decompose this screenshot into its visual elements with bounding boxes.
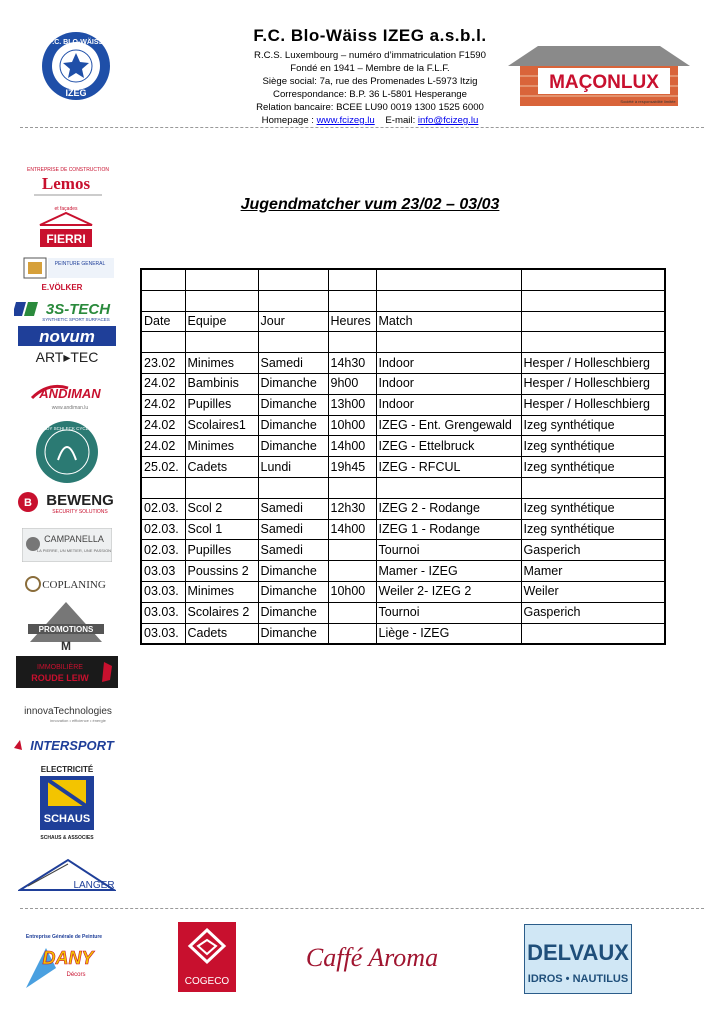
page-title: Jugendmatcher vum 23/02 – 03/03 bbox=[240, 196, 500, 213]
table-cell: Heures bbox=[328, 311, 376, 332]
table-cell: IZEG - Ettelbruck bbox=[376, 436, 521, 457]
langer-logo bbox=[18, 856, 116, 896]
table-cell: Izeg synthétique bbox=[521, 457, 665, 478]
header-line-3: Siège social: 7a, rue des Promenades L-5973 Itzig bbox=[262, 76, 478, 87]
coplaning-name: COPLANING bbox=[42, 579, 106, 591]
footer-divider bbox=[20, 908, 704, 909]
arttec-name: ART▸TEC bbox=[35, 349, 99, 365]
table-cell bbox=[328, 332, 376, 353]
table-cell: 10h00 bbox=[328, 415, 376, 436]
table-cell bbox=[328, 540, 376, 561]
cogeco-logo bbox=[178, 922, 236, 992]
table-cell: Minimes bbox=[185, 353, 258, 374]
table-cell: Liège - IZEG bbox=[376, 623, 521, 644]
table-cell bbox=[328, 623, 376, 644]
table-cell: Gasperich bbox=[521, 602, 665, 623]
schaus-top: ELECTRICITÉ bbox=[40, 765, 94, 774]
table-cell bbox=[258, 290, 328, 311]
table-cell: Dimanche bbox=[258, 394, 328, 415]
beweng-logo bbox=[16, 490, 122, 516]
intersport-logo bbox=[12, 736, 120, 754]
delvaux-name: DELVAUX bbox=[527, 940, 629, 965]
table-cell: Poussins 2 bbox=[185, 561, 258, 582]
roude-leiw-logo bbox=[16, 656, 118, 688]
table-cell bbox=[258, 269, 328, 290]
maconlux-tagline: Société à responsabilité limitée bbox=[620, 99, 676, 104]
innovatech-sub: innovation • efficience • énergie bbox=[50, 718, 106, 723]
table-cell: Izeg synthétique bbox=[521, 436, 665, 457]
3stech-logo bbox=[14, 298, 122, 322]
andiman-sub: www.andiman.lu bbox=[51, 405, 89, 411]
table-cell: Dimanche bbox=[258, 436, 328, 457]
table-cell: 03.03 bbox=[141, 561, 185, 582]
table-cell: 03.03. bbox=[141, 581, 185, 602]
table-row bbox=[141, 623, 665, 644]
dany-top: Entreprise Générale de Peinture bbox=[25, 934, 103, 940]
table-cell bbox=[141, 477, 185, 498]
table-row bbox=[141, 519, 665, 540]
table-row bbox=[141, 477, 665, 498]
table-cell: 24.02 bbox=[141, 436, 185, 457]
table-cell: Jour bbox=[258, 311, 328, 332]
table-cell bbox=[521, 290, 665, 311]
table-cell: IZEG 2 - Rodange bbox=[376, 498, 521, 519]
table-cell: 24.02 bbox=[141, 415, 185, 436]
table-cell: Scol 2 bbox=[185, 498, 258, 519]
delvaux-logo bbox=[524, 924, 632, 994]
table-row bbox=[141, 394, 665, 415]
table-cell: Izeg synthétique bbox=[521, 498, 665, 519]
table-row bbox=[141, 332, 665, 353]
header-line-5: Relation bancaire: BCEE LU90 0019 1300 1525 6000 bbox=[256, 102, 484, 113]
campanella-name: CAMPANELLA bbox=[44, 534, 104, 544]
maconlux-name: MAÇONLUX bbox=[549, 72, 659, 93]
table-cell bbox=[328, 477, 376, 498]
table-cell: Weiler bbox=[521, 581, 665, 602]
fierri-logo bbox=[36, 203, 96, 251]
table-cell bbox=[185, 332, 258, 353]
table-cell: Indoor bbox=[376, 373, 521, 394]
table-cell: Gasperich bbox=[521, 540, 665, 561]
promotions-logo bbox=[28, 600, 104, 652]
coplaning-logo bbox=[24, 574, 110, 594]
table-cell: Pupilles bbox=[185, 394, 258, 415]
table-cell: 19h45 bbox=[328, 457, 376, 478]
table-row bbox=[141, 415, 665, 436]
table-cell: Cadets bbox=[185, 457, 258, 478]
svg-text:B: B bbox=[24, 497, 32, 509]
table-cell: Dimanche bbox=[258, 581, 328, 602]
table-cell: Equipe bbox=[185, 311, 258, 332]
table-cell: 14h30 bbox=[328, 353, 376, 374]
table-cell: 14h00 bbox=[328, 519, 376, 540]
delvaux-sub: IDROS • NAUTILUS bbox=[527, 973, 629, 985]
novum-arttec-logo bbox=[18, 326, 116, 366]
table-cell: Pupilles bbox=[185, 540, 258, 561]
table-cell: 25.02. bbox=[141, 457, 185, 478]
dany-logo bbox=[16, 928, 112, 992]
innovatechnologies-logo bbox=[16, 702, 120, 726]
volker-name: E.VÖLKER bbox=[41, 283, 83, 292]
table-cell: 10h00 bbox=[328, 581, 376, 602]
table-cell: Minimes bbox=[185, 436, 258, 457]
3stech-sub: SYNTHETIC SPORT SURFACES bbox=[42, 317, 110, 322]
table-cell: 02.03. bbox=[141, 519, 185, 540]
table-cell: Mamer - IZEG bbox=[376, 561, 521, 582]
homepage-link[interactable]: www.fcizeg.lu bbox=[316, 115, 375, 126]
table-row bbox=[141, 290, 665, 311]
table-cell bbox=[258, 477, 328, 498]
table-cell bbox=[376, 269, 521, 290]
table-cell: Scol 1 bbox=[185, 519, 258, 540]
table-row bbox=[141, 436, 665, 457]
lemos-name: Lemos bbox=[41, 174, 91, 193]
table-cell bbox=[521, 269, 665, 290]
table-cell bbox=[328, 269, 376, 290]
table-cell: Indoor bbox=[376, 394, 521, 415]
table-cell: IZEG - Ent. Grengewald bbox=[376, 415, 521, 436]
club-logo bbox=[40, 20, 112, 112]
fixtures-table bbox=[140, 268, 666, 645]
table-cell bbox=[141, 290, 185, 311]
maconlux-logo bbox=[508, 44, 690, 110]
table-cell bbox=[328, 602, 376, 623]
beweng-name: BEWENG bbox=[46, 492, 114, 509]
schaus-logo bbox=[34, 762, 100, 842]
volker-top: PEINTURE GENERAL bbox=[54, 261, 106, 267]
fierri-name: FIERRI bbox=[46, 232, 86, 246]
header-divider bbox=[20, 127, 704, 128]
table-row bbox=[141, 269, 665, 290]
dany-name: DANY bbox=[42, 948, 94, 968]
table-cell bbox=[376, 290, 521, 311]
table-cell: Hesper / Holleschbierg bbox=[521, 373, 665, 394]
header-line-4: Correspondance: B.P. 36 L-5801 Hesperange bbox=[273, 89, 467, 100]
beweng-sub: SECURITY SOLUTIONS bbox=[52, 509, 108, 515]
table-row bbox=[141, 457, 665, 478]
table-cell: Indoor bbox=[376, 353, 521, 374]
table-cell: Samedi bbox=[258, 540, 328, 561]
schaus-name: SCHAUS bbox=[43, 813, 91, 825]
table-cell: Weiler 2- IZEG 2 bbox=[376, 581, 521, 602]
table-cell bbox=[521, 332, 665, 353]
andiman-logo bbox=[28, 378, 108, 412]
intersport-name: INTERSPORT bbox=[30, 738, 114, 753]
club-name: F.C. Blo-Wäiss IZEG a.s.b.l. bbox=[253, 26, 487, 45]
table-cell: 12h30 bbox=[328, 498, 376, 519]
header-line-1: R.C.S. Luxembourg – numéro d’immatriculation F1590 bbox=[254, 50, 486, 61]
table-cell: Hesper / Holleschbierg bbox=[521, 353, 665, 374]
table-cell: Scolaires 2 bbox=[185, 602, 258, 623]
table-cell: Cadets bbox=[185, 623, 258, 644]
table-cell: Samedi bbox=[258, 519, 328, 540]
table-cell: 24.02 bbox=[141, 394, 185, 415]
caffe-name: Caffé Aroma bbox=[305, 943, 439, 972]
table-cell: Bambinis bbox=[185, 373, 258, 394]
table-cell bbox=[258, 332, 328, 353]
table-row bbox=[141, 498, 665, 519]
table-cell: Izeg synthétique bbox=[521, 519, 665, 540]
table-cell: 23.02 bbox=[141, 353, 185, 374]
roudeleiw-line1: IMMOBILIÈRE bbox=[37, 664, 83, 671]
andy-schleck-cycles-logo bbox=[34, 420, 100, 484]
3stech-name: 3S-TECH bbox=[45, 301, 111, 318]
table-row bbox=[141, 353, 665, 374]
table-cell: Dimanche bbox=[258, 602, 328, 623]
dany-sub: Décors bbox=[66, 972, 86, 978]
table-row bbox=[141, 602, 665, 623]
table-cell bbox=[376, 477, 521, 498]
roudeleiw-line2: ROUDE LEIW bbox=[31, 673, 89, 683]
volker-logo bbox=[22, 256, 116, 294]
table-cell: Izeg synthétique bbox=[521, 415, 665, 436]
table-cell bbox=[185, 269, 258, 290]
table-cell: Dimanche bbox=[258, 415, 328, 436]
table-row bbox=[141, 581, 665, 602]
table-cell: Minimes bbox=[185, 581, 258, 602]
table-cell: 02.03. bbox=[141, 540, 185, 561]
table-cell bbox=[185, 477, 258, 498]
table-cell: 13h00 bbox=[328, 394, 376, 415]
header-contact-line bbox=[170, 114, 570, 127]
table-cell bbox=[141, 269, 185, 290]
table-cell: Match bbox=[376, 311, 521, 332]
lemos-logo bbox=[20, 163, 116, 199]
table-row bbox=[141, 561, 665, 582]
schleck-name: ANDY SCHLECK CYCLES bbox=[39, 426, 95, 431]
table-cell: 14h00 bbox=[328, 436, 376, 457]
table-cell bbox=[521, 311, 665, 332]
table-cell: Tournoi bbox=[376, 602, 521, 623]
andiman-name: ANDIMAN bbox=[39, 386, 101, 401]
campanella-sub: LA PIERRE, UN METIER, UNE PASSION bbox=[36, 548, 112, 553]
cogeco-name: COGECO bbox=[184, 976, 230, 987]
table-cell: Dimanche bbox=[258, 561, 328, 582]
table-cell: Date bbox=[141, 311, 185, 332]
table-cell: 03.03. bbox=[141, 602, 185, 623]
logo-text-top: F.C. BLO-WÄISS bbox=[48, 39, 104, 46]
table-cell: Lundi bbox=[258, 457, 328, 478]
table-row bbox=[141, 311, 665, 332]
novum-name: novum bbox=[39, 327, 95, 346]
table-cell: 24.02 bbox=[141, 373, 185, 394]
table-cell: Hesper / Holleschbierg bbox=[521, 394, 665, 415]
table-cell: IZEG - RFCUL bbox=[376, 457, 521, 478]
table-row bbox=[141, 540, 665, 561]
table-cell bbox=[328, 290, 376, 311]
table-cell: 9h00 bbox=[328, 373, 376, 394]
table-cell: IZEG 1 - Rodange bbox=[376, 519, 521, 540]
table-cell: Dimanche bbox=[258, 373, 328, 394]
email-link[interactable]: info@fcizeg.lu bbox=[417, 115, 479, 126]
table-cell: Scolaires1 bbox=[185, 415, 258, 436]
table-row bbox=[141, 373, 665, 394]
table-cell: 02.03. bbox=[141, 498, 185, 519]
fierri-top: et façades bbox=[54, 206, 78, 212]
table-cell bbox=[376, 332, 521, 353]
header-line-2: Fondé en 1941 – Membre de la F.L.F. bbox=[290, 63, 450, 74]
table-cell bbox=[328, 561, 376, 582]
table-cell bbox=[141, 332, 185, 353]
table-cell bbox=[521, 477, 665, 498]
svg-text:M: M bbox=[61, 639, 71, 652]
caffe-aroma-logo bbox=[296, 934, 448, 980]
table-cell: Samedi bbox=[258, 353, 328, 374]
promotions-name: PROMOTIONS bbox=[38, 625, 94, 634]
table-cell bbox=[185, 290, 258, 311]
campanella-logo bbox=[22, 528, 112, 562]
homepage-label: Homepage : bbox=[261, 115, 314, 126]
table-cell: Samedi bbox=[258, 498, 328, 519]
schaus-sub: SCHAUS & ASSOCIES bbox=[40, 835, 94, 841]
email-label: E-mail: bbox=[385, 115, 416, 126]
table-cell: Mamer bbox=[521, 561, 665, 582]
lemos-top: ENTREPRISE DE CONSTRUCTION bbox=[27, 167, 109, 173]
table-cell: 03.03. bbox=[141, 623, 185, 644]
table-cell: Tournoi bbox=[376, 540, 521, 561]
table-cell bbox=[521, 623, 665, 644]
logo-text-bottom: IZEG bbox=[65, 88, 87, 98]
table-cell: Dimanche bbox=[258, 623, 328, 644]
langer-name: LANGER bbox=[73, 880, 115, 891]
innovatech-name: innovaTechnologies bbox=[24, 706, 112, 717]
